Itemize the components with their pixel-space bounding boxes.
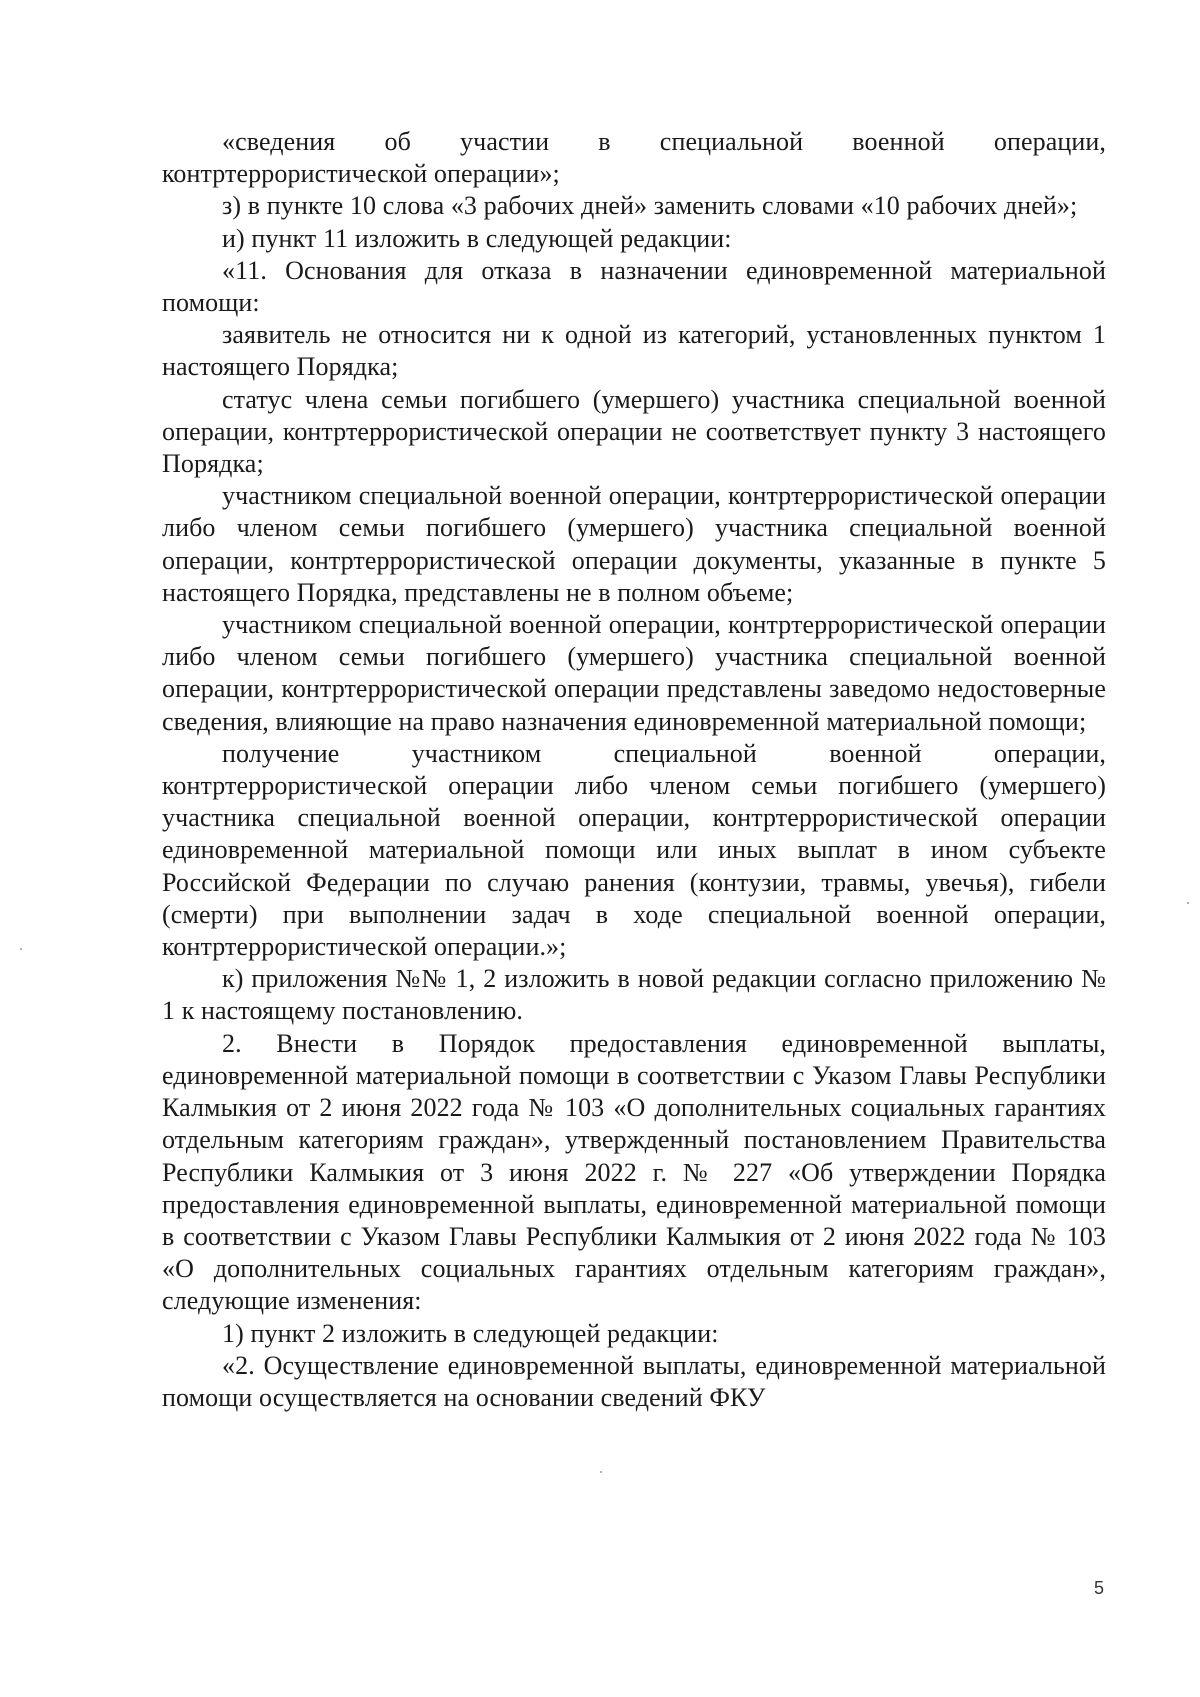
paragraph-refusal-other-payments: получение участником специальной военной операции, контртеррористической операции либо членом семьи погибшего (умершего) участника специальной военной операции, контртеррористической операции единовременной материальной помощи или иных выплат в ином субъекте Российской Федерации по случаю ранения (контузии, травмы, увечья), гибели (смерти) при выполнении задач в ходе специальной военной операции, контртеррористической операции.»;: [162, 738, 1106, 962]
paragraph-point-11-heading: «11. Основания для отказа в назначении единовременной материальной помощи:: [162, 255, 1106, 318]
paragraph-refusal-category: заявитель не относится ни к одной из категорий, установленных пунктом 1 настоящего Порядка;: [162, 320, 1106, 382]
scan-speck: [600, 1471, 602, 1473]
paragraph-item-i: и) пункт 11 изложить в следующей редакции:: [222, 223, 732, 253]
paragraph-item-1: 1) пункт 2 изложить в следующей редакции:: [222, 1318, 719, 1348]
paragraph-svo-info: «сведения об участии в специальной военной операции, контртеррористической операции»;: [162, 127, 1106, 189]
paragraph-item-z: з) в пункте 10 слова «3 рабочих дней» заменить словами «10 рабочих дней»;: [222, 191, 1078, 221]
paragraph-item-k: к) приложения №№ 1, 2 изложить в новой редакции согласно приложению № 1 к настоящему постановлению.: [162, 964, 1106, 1026]
document-body: [162, 126, 1106, 1414]
paragraph-section-2: 2. Внести в Порядок предоставления единовременной выплаты, единовременной материальной помощи в соответствии с Указом Главы Республики Калмыкия от 2 июня 2022 года № 103 «О дополнительных социальных гарантиях отдельным категориям граждан», утвержденный постановлением Правительства Республики Калмыкия от 3 июня 2022 г. № 227 «Об утверждении Порядка предоставления единовременной выплаты, единовременной материальной помощи в соответствии с Указом Главы Республики Калмыкия от 2 июня 2022 года № 103 «О дополнительных социальных гарантиях отдельным категориям граждан», следующие изменения:: [162, 1028, 1106, 1316]
scan-speck: [1187, 902, 1189, 904]
paragraph-refusal-documents: участником специальной военной операции, контртеррористической операции либо членом семьи погибшего (умершего) участника специальной военной операции, контртеррористической операции документы, указанные в пункте 5 настоящего Порядка, представлены не в полном объеме;: [162, 481, 1106, 607]
paragraph-point-2-new: «2. Осуществление единовременной выплаты, единовременной материальной помощи осуществляется на основании сведений ФКУ: [162, 1350, 1106, 1412]
paragraph-refusal-false-info: участником специальной военной операции, контртеррористической операции либо членом семьи погибшего (умершего) участника специальной военной операции, контртеррористической операции представлены заведомо недостоверные сведения, влияющие на право назначения единовременной материальной помощи;: [162, 610, 1106, 736]
page-number: 5: [1094, 1578, 1105, 1598]
paragraph-refusal-status: статус члена семьи погибшего (умершего) участника специальной военной операции, контртеррористической операции не соответствует пункту 3 настоящего Порядка;: [162, 384, 1106, 479]
scan-speck: [20, 948, 22, 950]
